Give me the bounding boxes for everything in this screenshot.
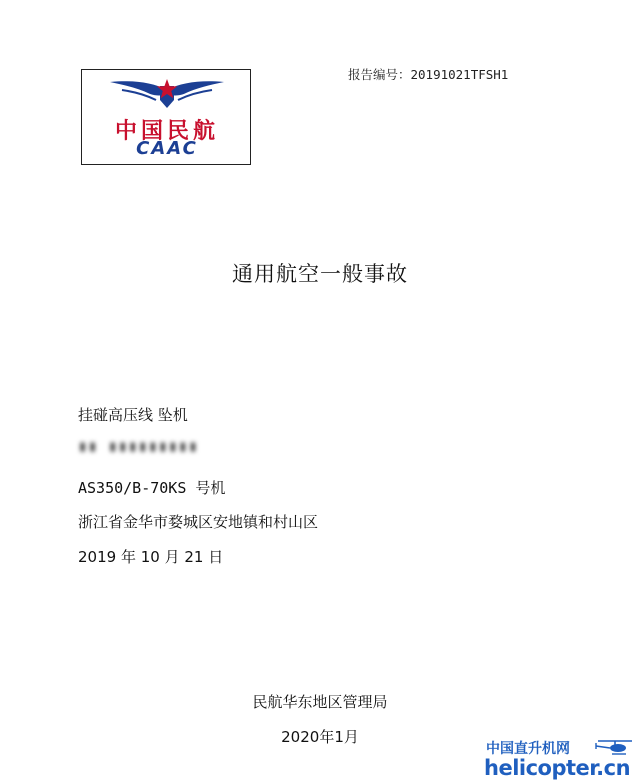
page-title: 通用航空一般事故 xyxy=(232,262,408,286)
incident-summary: 挂碰高压线 坠机 xyxy=(78,406,188,424)
issue-date: 2020年1月 xyxy=(281,728,359,746)
operator-name-redacted xyxy=(78,437,198,455)
issuing-authority: 民航华东地区管理局 xyxy=(252,693,388,711)
report-number: 报告编号：20191021TFSH1 xyxy=(348,67,509,82)
site-watermark xyxy=(484,736,640,784)
incident-location: 浙江省金华市婺城区安地镇和村山区 xyxy=(78,513,319,531)
watermark-english: helicopter.cn xyxy=(484,756,631,780)
helicopter-icon xyxy=(592,738,638,756)
incident-date: 2019 年 10 月 21 日 xyxy=(78,548,224,566)
watermark-chinese: 中国直升机网 xyxy=(486,741,570,757)
redacted-text: ▮▮ ▮▮▮▮▮▮▮▮▮ xyxy=(78,437,199,455)
winged-star-emblem-icon xyxy=(104,76,230,112)
caac-logo xyxy=(81,69,251,165)
logo-english-name: CAAC xyxy=(136,138,198,159)
logo-chinese-name: 中国民航 xyxy=(114,118,219,144)
aircraft-registration: AS350/B-70KS 号机 xyxy=(78,479,226,497)
